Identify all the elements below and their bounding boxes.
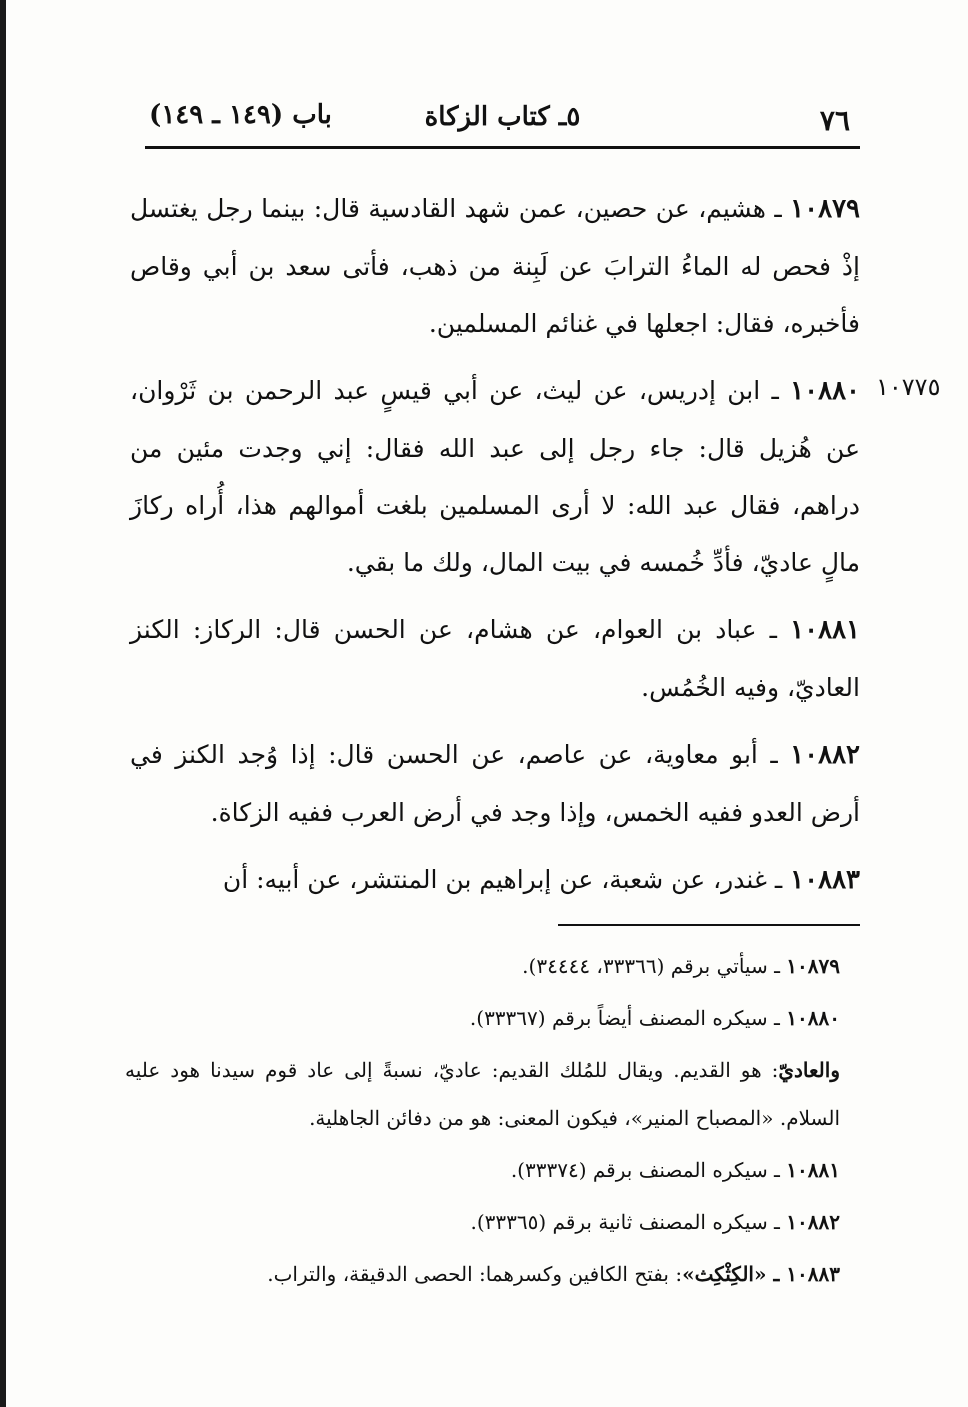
footnote-number: ١٠٨٨٠ bbox=[786, 1006, 840, 1030]
footnote-text: ـ سيكره المصنف برقم (٣٣٣٧٤). bbox=[510, 1158, 787, 1182]
footnote bbox=[125, 1250, 840, 1298]
chapter-title: باب (١٤٩ ـ ١٤٩) bbox=[149, 100, 332, 130]
hadith-number: ١٠٨٧٩ bbox=[790, 194, 860, 224]
footnote-term: ـ «الكِثْكِث» bbox=[682, 1262, 787, 1286]
footnote bbox=[125, 994, 840, 1042]
footnote bbox=[125, 942, 840, 990]
hadith-entry bbox=[130, 362, 860, 591]
hadith-text: ـ هشيم، عن حصين، عمن شهد القادسية قال: بينما رجل يغتسل إذْ فحص له الماءُ الترابَ عن لَبِنة من ذهب، فأتى سعد بن أبي وقاص فأخبره، فقال: اجعلها في غنائم المسلمين. bbox=[130, 194, 860, 338]
hadith-text: ـ ابن إدريس، عن ليث، عن أبي قيسٍ عبد الرحمن بن ثَرْوان، عن هُزيل قال: جاء رجل إلى عبد الله فقال: إني وجدت مئين من دراهم، فقال عبد الله: لا أرى المسلمين بلغت أموالهم هذا، أُراه ركازَ مالٍ عاديّ، فأدِّ خُمسه في بيت المال، ولك ما بقي. bbox=[130, 376, 860, 577]
footnote-number: ١٠٨٨٢ bbox=[786, 1210, 840, 1234]
footnote bbox=[125, 1146, 840, 1194]
footnote-number: ١٠٨٨١ bbox=[786, 1158, 840, 1182]
footnote-text: ـ سيأتي برقم (٣٣٣٦٦، ٣٤٤٤٤). bbox=[522, 954, 787, 978]
footnote-text: ـ سيكره المصنف أيضاً برقم (٣٣٣٦٧). bbox=[469, 1006, 787, 1030]
page-edge-shadow bbox=[0, 0, 6, 1407]
footnote-term: والعاديّ bbox=[778, 1058, 840, 1082]
hadith-text: ـ أبو معاوية، عن عاصم، عن الحسن قال: إذا وُجد الكنز في أرض العدو ففيه الخمس، وإذا وجد في أرض العرب ففيه الزكاة. bbox=[130, 740, 860, 827]
footnote-text: : هو القديم. ويقال للمُلك القديم: عاديّ، نسبةً إلى عاد قوم سيدنا هود عليه السلام. «المصباح المنير»، فيكون المعنى: هو من دفائن الجاهلية. bbox=[125, 1058, 840, 1130]
hadith-text: ـ غندر، عن شعبة، عن إبراهيم بن المنتشر، عن أبيه: أن bbox=[222, 865, 791, 894]
hadith-entry bbox=[130, 601, 860, 716]
header-rule bbox=[145, 146, 860, 149]
hadith-number: ١٠٨٨٢ bbox=[790, 740, 860, 770]
hadith-number: ١٠٨٨١ bbox=[790, 615, 860, 645]
footnote-text: : بفتح الكافين وكسرهما: الحصى الدقيقة، والتراب. bbox=[267, 1262, 683, 1286]
page-number: ٧٦ bbox=[819, 104, 850, 137]
footnote bbox=[125, 1046, 840, 1142]
main-text bbox=[130, 180, 860, 919]
footnotes bbox=[125, 942, 840, 1302]
hadith-entry bbox=[130, 180, 860, 352]
running-header bbox=[145, 98, 860, 142]
hadith-entry bbox=[130, 726, 860, 841]
footnote-text: ـ سيكره المصنف ثانية برقم (٣٣٣٦٥). bbox=[470, 1210, 787, 1234]
hadith-entry bbox=[130, 851, 860, 909]
margin-cross-reference-number: ١٠٧٧٥ bbox=[876, 373, 941, 401]
footnote-number: ١٠٨٨٣ bbox=[786, 1262, 840, 1286]
hadith-number: ١٠٨٨٣ bbox=[790, 865, 860, 895]
footnote-separator bbox=[558, 924, 860, 926]
hadith-number: ١٠٨٨٠ bbox=[790, 376, 860, 406]
hadith-text: ـ عباد بن العوام، عن هشام، عن الحسن قال: الركاز: الكنز العاديّ، وفيه الخُمُس. bbox=[130, 615, 860, 702]
book-title: ٥ـ كتاب الزكاة bbox=[424, 102, 581, 132]
footnote-number: ١٠٨٧٩ bbox=[786, 954, 840, 978]
footnote bbox=[125, 1198, 840, 1246]
